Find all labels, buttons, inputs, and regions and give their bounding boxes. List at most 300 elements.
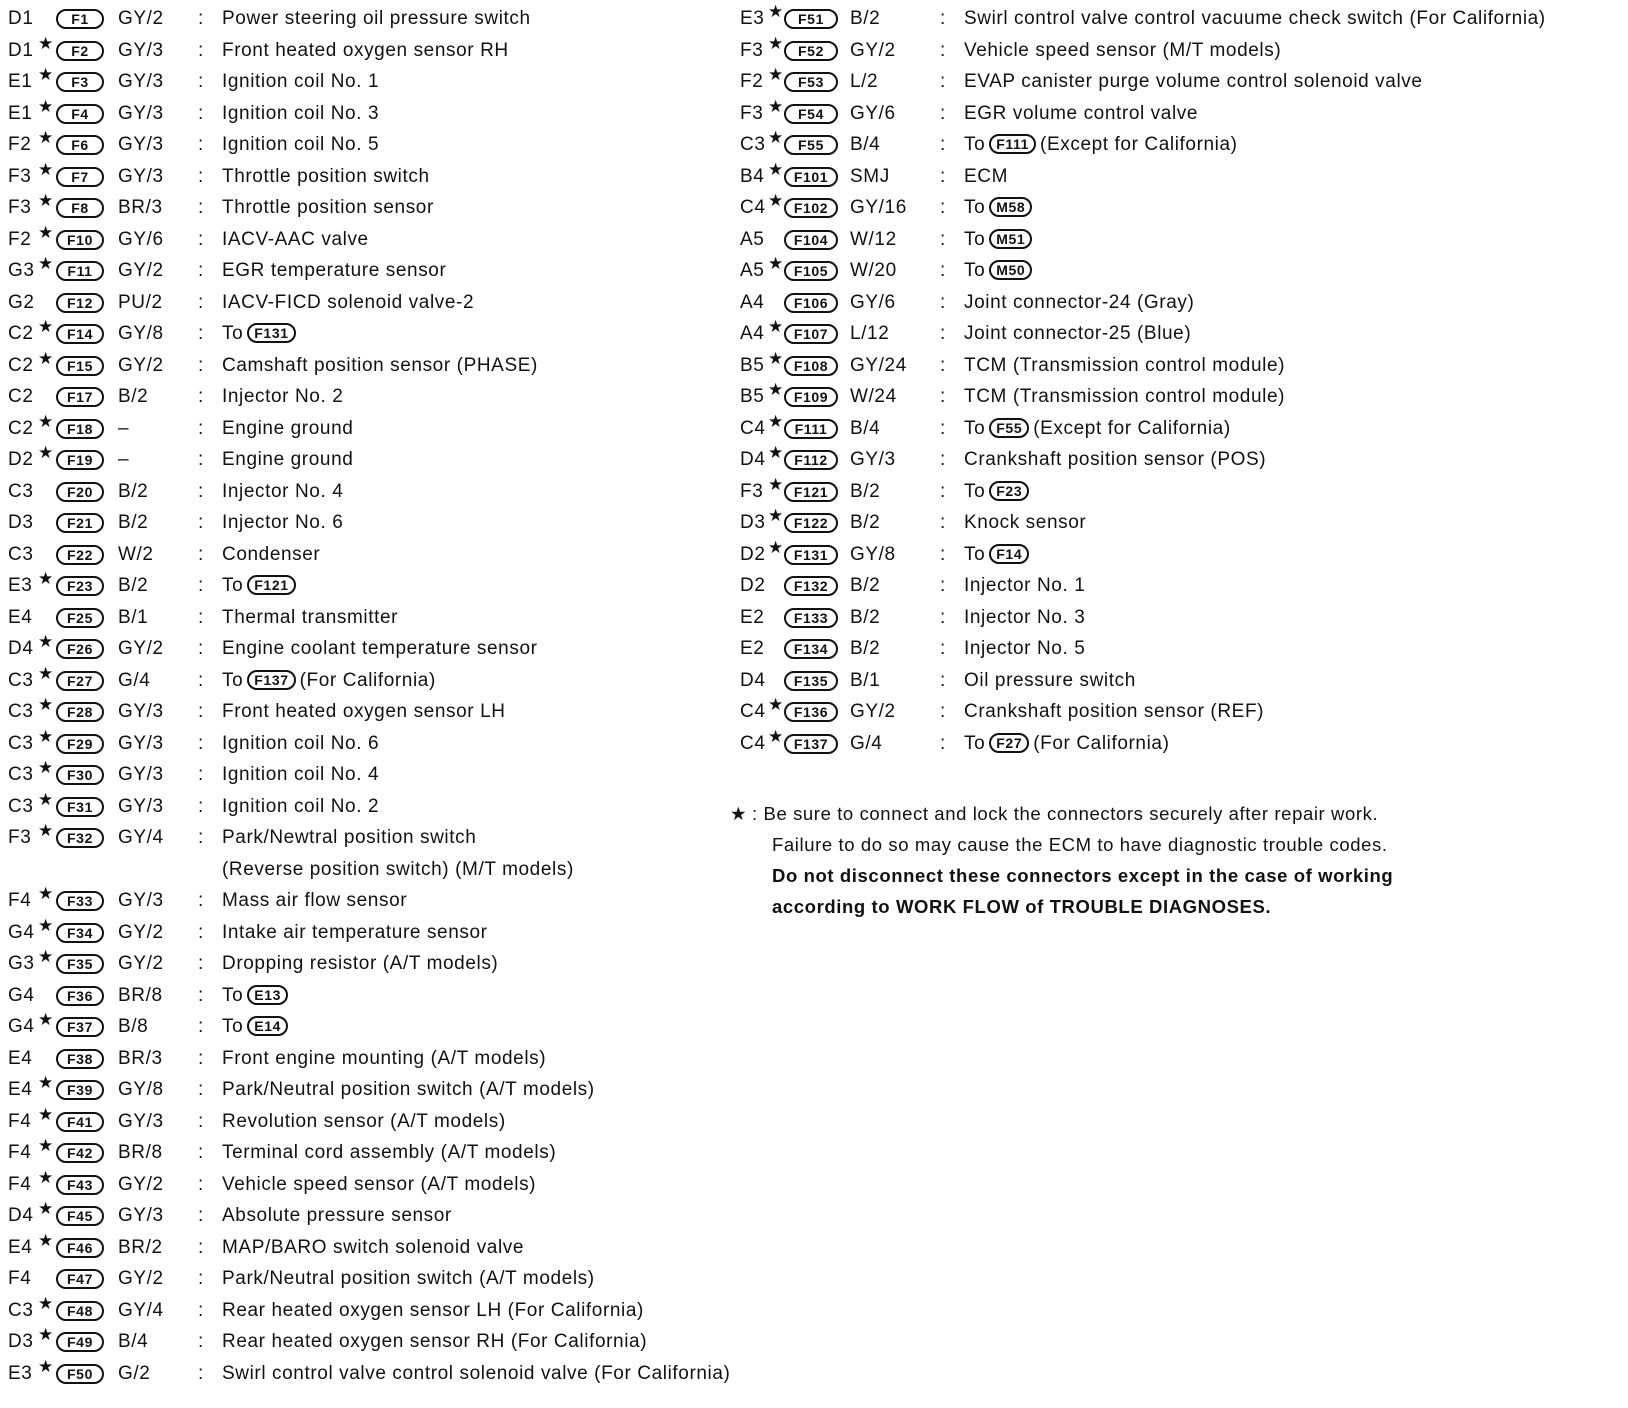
connector-row (0, 632, 800, 664)
grid-location: D4 (8, 638, 34, 659)
connector-row (0, 727, 800, 759)
connector-description (222, 985, 292, 1007)
grid-location: C3 (8, 480, 34, 502)
connector-description (222, 1079, 595, 1101)
separator: : (198, 386, 204, 407)
star-icon: ★ (38, 569, 54, 588)
connector-id-badge: F36 (56, 986, 104, 1006)
connector-id-badge: F134 (784, 639, 838, 659)
connector-description (222, 1237, 524, 1259)
description-text: To (964, 134, 986, 155)
connector-id-badge: F28 (56, 702, 104, 722)
separator: : (198, 449, 204, 470)
connector-id-badge: F101 (784, 167, 838, 187)
wire-spec: GY/3 (118, 134, 164, 155)
connector-id-badge: F35 (56, 954, 104, 974)
grid-location: C2 (8, 323, 34, 344)
separator: : (940, 480, 946, 502)
wire-spec: BR/3 (118, 197, 163, 218)
connector-description (964, 71, 1423, 93)
description-text: Terminal cord assembly (A/T models) (222, 1142, 557, 1163)
star-icon: ★ (768, 128, 784, 147)
star-icon: ★ (38, 1104, 54, 1124)
wire-spec: GY/6 (850, 102, 896, 124)
connector-id-badge: F26 (56, 639, 104, 659)
connector-description (222, 1331, 647, 1353)
star-icon: ★ (38, 254, 54, 273)
star-icon: ★ (38, 695, 54, 714)
grid-location: C3 (8, 795, 34, 817)
description-text: Engine ground (222, 449, 354, 470)
star-icon: ★ (38, 947, 54, 966)
separator: : (198, 701, 204, 722)
grid-location: B5 (740, 354, 765, 376)
connector-row (0, 1262, 800, 1294)
grid-location: D3 (8, 1331, 34, 1352)
connector-description (222, 733, 379, 755)
connector-description (964, 8, 1546, 30)
connector-row (0, 695, 800, 727)
connector-row (740, 569, 1620, 601)
grid-location: B4 (740, 165, 765, 187)
separator: : (198, 606, 204, 628)
connector-row (0, 506, 800, 538)
referenced-connector-badge: F137 (247, 670, 295, 690)
grid-location: G3 (8, 260, 35, 281)
connector-id-badge: F55 (784, 135, 838, 155)
note-line-4: according to WORK FLOW of TROUBLE DIAGNOSES. (772, 896, 1272, 917)
star-icon: ★ (768, 348, 784, 368)
wire-spec: BR/8 (118, 984, 163, 1006)
grid-location: D4 (740, 669, 766, 691)
grid-location: G3 (8, 953, 35, 974)
description-text: Injector No. 2 (222, 386, 344, 407)
grid-location: C2 (8, 386, 34, 407)
connector-description (222, 827, 476, 849)
separator: : (198, 921, 204, 943)
connector-description (222, 796, 379, 818)
connector-id-badge: F12 (56, 293, 104, 313)
wire-spec: B/2 (850, 480, 881, 502)
connector-description (222, 418, 353, 440)
connector-description (222, 71, 379, 93)
connector-row (0, 317, 800, 349)
wire-spec: B/2 (118, 480, 149, 502)
separator: : (198, 984, 204, 1006)
star-icon: ★ (38, 348, 54, 368)
connector-row (0, 443, 800, 475)
grid-location: D3 (740, 512, 766, 533)
grid-location: C3 (8, 669, 34, 691)
connector-row (740, 380, 1620, 412)
referenced-connector-badge: E14 (247, 1016, 288, 1036)
description-text: Throttle position switch (222, 165, 430, 187)
connector-warning-note (730, 798, 1500, 922)
connector-id-badge: F4 (56, 104, 104, 124)
description-text: To (222, 984, 244, 1006)
connector-id-badge: F104 (784, 230, 838, 250)
grid-location: C4 (740, 732, 766, 754)
connector-description (964, 323, 1191, 345)
connector-id-badge: F17 (56, 387, 104, 407)
grid-location: C3 (8, 764, 34, 785)
connector-row (0, 223, 800, 255)
description-text: Swirl control valve control vacuume check switch (For California) (964, 8, 1546, 29)
description-text: EGR temperature sensor (222, 260, 447, 281)
description-text: Park/Newtral position switch (222, 827, 477, 848)
wire-spec: B/4 (850, 417, 881, 439)
separator: : (198, 1362, 204, 1384)
connector-description (964, 670, 1136, 692)
separator: : (198, 197, 204, 218)
separator: : (940, 417, 946, 439)
connector-id-badge: F45 (56, 1206, 104, 1226)
referenced-connector-badge: F131 (247, 323, 295, 343)
separator: : (198, 1268, 204, 1289)
separator: : (940, 102, 946, 124)
wire-spec: GY/4 (118, 827, 164, 848)
description-text: MAP/BARO switch solenoid valve (222, 1236, 525, 1258)
connector-description (222, 670, 436, 692)
description-text: Park/Neutral position switch (A/T models) (222, 1079, 595, 1100)
wire-spec: W/20 (850, 260, 897, 281)
star-icon: ★ (38, 758, 54, 777)
wire-spec: GY/3 (118, 890, 164, 911)
grid-location: D1 (8, 39, 34, 61)
wire-spec: – (118, 417, 130, 439)
star-icon: ★ (38, 1325, 54, 1344)
grid-location: F3 (740, 480, 764, 502)
connector-description (964, 733, 1170, 755)
connector-row (0, 2, 800, 34)
star-icon: ★ (768, 33, 784, 53)
connector-id-badge: F137 (784, 734, 838, 754)
connector-id-badge: F39 (56, 1080, 104, 1100)
description-text: Park/Neutral position switch (A/T models) (222, 1268, 595, 1289)
connector-description (964, 103, 1198, 125)
wire-spec: GY/16 (850, 197, 907, 218)
star-icon: ★ (38, 33, 54, 53)
connector-row (740, 34, 1620, 66)
grid-location: E4 (8, 1047, 33, 1069)
star-icon: ★ (768, 474, 784, 494)
star-icon: ★ (38, 65, 54, 84)
separator: : (940, 134, 946, 155)
connector-description (964, 292, 1194, 314)
wire-spec: L/12 (850, 323, 890, 344)
connector-id-badge: F131 (784, 545, 838, 565)
description-text: To (964, 480, 986, 502)
referenced-connector-badge: F55 (989, 418, 1029, 438)
star-icon: ★ (38, 222, 54, 242)
separator: : (198, 39, 204, 61)
connector-row (740, 443, 1620, 475)
grid-location: D2 (740, 543, 766, 565)
wire-spec: W/24 (850, 386, 897, 407)
description-text: TCM (Transmission control module) (964, 386, 1286, 407)
connector-row (0, 1231, 800, 1263)
grid-location: E4 (8, 606, 33, 628)
connector-row (740, 349, 1620, 381)
connector-row (740, 191, 1620, 223)
description-text: Mass air flow sensor (222, 890, 408, 911)
grid-location: E4 (8, 1236, 33, 1258)
separator: : (940, 386, 946, 407)
connector-description (222, 890, 407, 912)
star-icon: ★ (768, 726, 784, 746)
connector-id-badge: F14 (56, 324, 104, 344)
connector-row (740, 128, 1620, 160)
separator: : (940, 543, 946, 565)
wire-spec: GY/3 (118, 1205, 164, 1226)
separator: : (940, 39, 946, 61)
connector-description (222, 1111, 506, 1133)
connector-description (222, 8, 531, 30)
separator: : (940, 669, 946, 691)
connector-row (0, 34, 800, 66)
separator: : (198, 323, 204, 344)
connector-row (0, 664, 800, 696)
star-icon: ★ (768, 2, 784, 21)
connector-description (222, 323, 300, 345)
star-icon: ★ (38, 1073, 54, 1092)
connector-id-badge: F54 (784, 104, 838, 124)
grid-location: G4 (8, 921, 35, 943)
connector-row (0, 538, 800, 570)
star-icon: ★ (768, 506, 784, 525)
connector-row (740, 632, 1620, 664)
grid-location: E3 (8, 575, 33, 596)
connector-row (740, 2, 1620, 34)
connector-id-badge: F49 (56, 1332, 104, 1352)
connector-row (0, 1010, 800, 1042)
connector-description (222, 764, 379, 786)
connector-row (0, 128, 800, 160)
description-text: Ignition coil No. 5 (222, 134, 380, 155)
connector-row (0, 1073, 800, 1105)
wire-spec: GY/8 (118, 1079, 164, 1100)
connector-description (222, 481, 343, 503)
grid-location: E4 (8, 1079, 33, 1100)
separator: : (940, 197, 946, 218)
connector-row (0, 601, 800, 633)
description-text: Rear heated oxygen sensor RH (For California) (222, 1331, 648, 1352)
star-icon: ★ (38, 821, 54, 840)
wire-spec: B/4 (850, 134, 881, 155)
description-text: To (964, 260, 986, 281)
star-icon: ★ (768, 443, 784, 462)
grid-location: D3 (8, 512, 34, 533)
connector-description (222, 544, 320, 566)
connector-description (222, 292, 474, 314)
grid-location: F2 (740, 71, 764, 92)
grid-location: C3 (740, 134, 766, 155)
wire-spec: BR/3 (118, 1047, 163, 1069)
description-text: Vehicle speed sensor (M/T models) (964, 39, 1282, 61)
connector-id-badge: F6 (56, 135, 104, 155)
wire-spec: B/2 (118, 512, 149, 533)
connector-id-badge: F2 (56, 41, 104, 61)
star-icon: ★ (38, 915, 54, 935)
referenced-connector-badge: F27 (989, 733, 1029, 753)
connector-description (964, 355, 1285, 377)
connector-row (0, 254, 800, 286)
connector-id-badge: F20 (56, 482, 104, 502)
star-icon: ★ (768, 96, 784, 116)
connector-row (740, 412, 1620, 444)
grid-location: E1 (8, 71, 33, 92)
star-icon: ★ (768, 411, 784, 431)
description-text: To (964, 543, 986, 565)
connector-row (740, 664, 1620, 696)
connector-id-badge: F122 (784, 513, 838, 533)
grid-location: F3 (740, 39, 764, 61)
star-icon: ★ (38, 1230, 54, 1250)
referenced-connector-badge: M58 (989, 197, 1032, 217)
referenced-connector-badge: M50 (989, 260, 1032, 280)
description-text: Absolute pressure sensor (222, 1205, 452, 1226)
grid-location: E2 (740, 638, 765, 659)
description-text: Front heated oxygen sensor LH (222, 701, 506, 722)
wire-spec: GY/2 (118, 1173, 164, 1195)
description-text: Throttle position sensor (222, 197, 434, 218)
connector-description (222, 1174, 536, 1196)
separator: : (940, 260, 946, 281)
connector-id-badge: F30 (56, 765, 104, 785)
description-text: Vehicle speed sensor (A/T models) (222, 1173, 537, 1195)
description-text: Condenser (222, 543, 321, 565)
wire-spec: BR/2 (118, 1236, 163, 1258)
separator: : (198, 134, 204, 155)
description-suffix: (For California) (299, 669, 436, 691)
connector-id-badge: F7 (56, 167, 104, 187)
connector-description (222, 449, 353, 471)
connector-id-badge: F107 (784, 324, 838, 344)
connector-id-badge: F42 (56, 1143, 104, 1163)
connector-id-badge: F47 (56, 1269, 104, 1289)
connector-list-left (0, 2, 800, 1388)
wire-spec: B/4 (118, 1331, 149, 1352)
connector-description (222, 638, 538, 660)
connector-description (222, 229, 369, 251)
connector-id-badge: F105 (784, 261, 838, 281)
connector-id-badge: F21 (56, 513, 104, 533)
connector-id-badge: F32 (56, 828, 104, 848)
connector-description (222, 701, 506, 723)
note-line-3: Do not disconnect these connectors except in the case of working (772, 865, 1394, 886)
connector-row (0, 569, 800, 601)
grid-location: F3 (8, 827, 32, 848)
connector-description (222, 953, 498, 975)
description-text: Oil pressure switch (964, 669, 1136, 691)
grid-location: F4 (8, 890, 32, 911)
connector-row (740, 727, 1620, 759)
grid-location: D4 (740, 449, 766, 470)
separator: : (940, 606, 946, 628)
wire-spec: GY/2 (118, 953, 164, 974)
separator: : (940, 638, 946, 659)
separator: : (940, 71, 946, 92)
connector-id-badge: F38 (56, 1049, 104, 1069)
connector-id-badge: F27 (56, 671, 104, 691)
separator: : (198, 732, 204, 754)
grid-location: A5 (740, 260, 765, 281)
connector-description (964, 481, 1033, 503)
grid-location: E2 (740, 606, 765, 628)
wire-spec: SMJ (850, 165, 890, 187)
separator: : (198, 1016, 204, 1037)
separator: : (198, 512, 204, 533)
star-icon: ★ (38, 411, 54, 431)
connector-description (964, 40, 1281, 62)
wire-spec: – (118, 449, 130, 470)
description-text: Power steering oil pressure switch (222, 8, 531, 29)
connector-id-badge: F52 (784, 41, 838, 61)
star-icon: ★ (38, 726, 54, 746)
wire-spec: GY/3 (118, 764, 164, 785)
wire-spec: G/4 (118, 669, 151, 691)
separator: : (940, 228, 946, 250)
separator: : (198, 1047, 204, 1069)
connector-id-badge: F37 (56, 1017, 104, 1037)
star-icon: ★ (38, 1293, 54, 1313)
grid-location: C3 (8, 701, 34, 722)
separator: : (198, 1142, 204, 1163)
referenced-connector-badge: F121 (247, 575, 295, 595)
wire-spec: PU/2 (118, 291, 163, 313)
grid-location: D4 (8, 1205, 34, 1226)
separator: : (940, 323, 946, 344)
wire-spec: GY/3 (850, 449, 896, 470)
description-text: Front engine mounting (A/T models) (222, 1047, 547, 1069)
connector-row (0, 475, 800, 507)
wire-spec: B/2 (850, 606, 881, 628)
separator: : (198, 1236, 204, 1258)
grid-location: C3 (8, 543, 34, 565)
connector-row (0, 979, 800, 1011)
grid-location: C4 (740, 197, 766, 218)
grid-location: C3 (8, 732, 34, 754)
wire-spec: GY/3 (118, 39, 164, 61)
wire-spec: GY/8 (850, 543, 896, 565)
connector-id-badge: F135 (784, 671, 838, 691)
star-icon: ★ (38, 159, 54, 179)
wire-spec: GY/2 (118, 260, 164, 281)
connector-description (222, 166, 430, 188)
wire-spec: W/12 (850, 228, 897, 250)
connector-description (222, 1300, 644, 1322)
wire-spec: GY/2 (850, 39, 896, 61)
connector-description (222, 134, 379, 156)
separator: : (198, 480, 204, 502)
description-text: Revolution sensor (A/T models) (222, 1110, 506, 1132)
grid-location: E3 (8, 1362, 33, 1384)
grid-location: D2 (8, 449, 34, 470)
wire-spec: GY/8 (118, 323, 164, 344)
connector-description (964, 701, 1264, 723)
wire-spec: GY/3 (118, 701, 164, 722)
connector-description (222, 607, 398, 629)
referenced-connector-badge: F14 (989, 544, 1029, 564)
wire-spec: GY/2 (118, 8, 164, 29)
grid-location: F3 (8, 165, 32, 187)
star-icon: ★ (38, 1199, 54, 1218)
connector-row (0, 758, 800, 790)
connector-row (0, 1042, 800, 1074)
separator: : (198, 8, 204, 29)
description-text: Camshaft position sensor (PHASE) (222, 354, 538, 376)
separator: : (198, 71, 204, 92)
